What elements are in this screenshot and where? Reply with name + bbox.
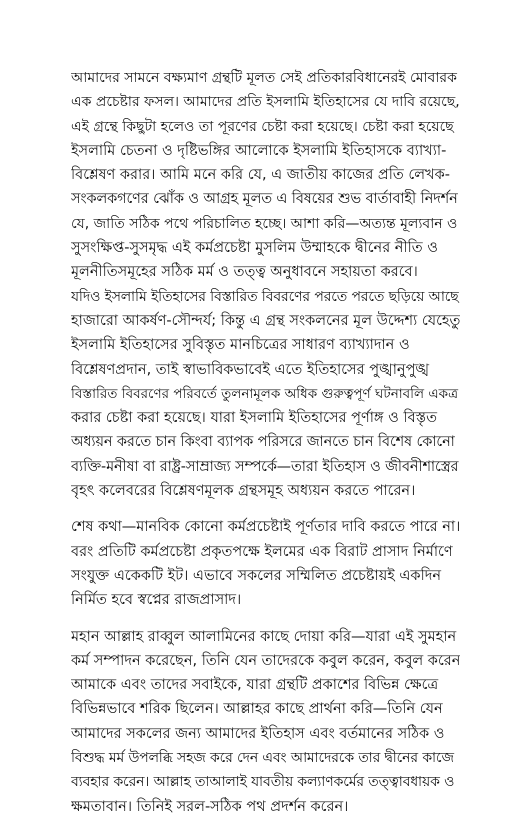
paragraph-gap (71, 503, 460, 515)
text-line: ইসলামি ইতিহাসের সুবিস্তৃত মানচিত্রের সাধারণ ব্যাখ্যাদান ও (71, 337, 410, 354)
text-line: নির্মিত হবে স্বপ্নের রাজপ্রাসাদ। (71, 592, 242, 609)
text-line: সংযুক্ত একেকটি ইট। এভাবে সকলের সম্মিলিত প্রচেষ্টায়ই একদিন (71, 567, 441, 584)
paragraph-1 (71, 66, 460, 285)
text-line: এই গ্রন্থে কিছুটা হলেও তা পূরণের চেষ্টা করা হয়েছে। চেষ্টা করা হয়েছে (71, 118, 454, 135)
text-line: বৃহৎ কলেবরের বিশ্লেষণমূলক গ্রন্থসমূহ অধ্যয়ন করতে পারেন। (71, 483, 416, 500)
paragraph-4 (71, 625, 460, 819)
paragraph-gap (71, 613, 460, 625)
text-line: ব্যক্তি-মনীষা বা রাষ্ট্র-সাম্রাজ্য সম্পর্কে—তারা ইতিহাস ও জীবনীশাস্ত্রের (71, 458, 459, 475)
text-line: সুসংক্ষিপ্ত-সুসমৃদ্ধ এই কর্মপ্রচেষ্টা মুসলিম উম্মাহকে দ্বীনের নীতি ও (71, 240, 438, 257)
text-line: ব্যবহার করেন। আল্লাহ তাআলাই যাবতীয় কল্যাণকর্মের তত্ত্বাবধায়ক ও (71, 774, 455, 791)
text-line: কর্ম সম্পাদন করেছেন, তিনি যেন তাদেরকে কবুল করেন, কবুল করেন (71, 652, 460, 669)
paragraph-2 (71, 285, 460, 504)
text-line: বিশ্লেষণপ্রদান, তাই স্বাভাবিকভাবেই এতে ইতিহাসের পুঙ্খানুপুঙ্খ (71, 361, 430, 378)
text-line: আমাকে এবং তাদের সবাইকে, যারা গ্রন্থটি প্রকাশের বিভিন্ন ক্ষেত্রে (71, 677, 439, 694)
text-line: মূলনীতিসমূহের সঠিক মর্ম ও তত্ত্ব অনুধাবনে সহায়তা করবে। (71, 264, 418, 281)
text-line: হাজারো আকর্ষণ-সৌন্দর্য; কিন্তু এ গ্রন্থ সংকলনের মূল উদ্দেশ্য যেহেতু (71, 312, 460, 329)
text-line: যে, জাতি সঠিক পথে পরিচালিত হচ্ছে। আশা করি—অত্যন্ত মূল্যবান ও (71, 215, 458, 232)
text-line: অধ্যয়ন করতে চান কিংবা ব্যাপক পরিসরে জানতে চান বিশেষ কোনো (71, 434, 455, 451)
text-line: যদিও ইসলামি ইতিহাসের বিস্তারিত বিবরণের পরতে পরতে ছড়িয়ে আছে (71, 288, 459, 305)
text-line: করার চেষ্টা করা হয়েছে। যারা ইসলামি ইতিহাসের পূর্ণাঙ্গ ও বিস্তৃত (71, 410, 437, 427)
text-line: এক প্রচেষ্টার ফসল। আমাদের প্রতি ইসলামি ইতিহাসের যে দাবি রয়েছে, (71, 94, 460, 111)
document-page (71, 66, 460, 819)
text-line: বরং প্রতিটি কর্মপ্রচেষ্টা প্রকৃতপক্ষে ইলমের এক বিরাট প্রাসাদ নির্মাণে (71, 543, 453, 560)
text-line: আমাদের সামনে বক্ষ্যমাণ গ্রন্থটি মূলত সেই প্রতিকারবিধানেরই মোবারক (71, 70, 457, 86)
text-line: বিস্তারিত বিবরণের পরিবর্তে তুলনামূলক অধিক গুরুত্বপূর্ণ ঘটনাবলি একত্র (71, 385, 459, 402)
text-line: বিভিন্নভাবে শরিক ছিলেন। আল্লাহর কাছে প্রার্থনা করি—তিনি যেন (71, 701, 443, 718)
text-line: মহান আল্লাহ রাব্বুল আলামিনের কাছে দোয়া করি—যারা এই সুমহান (71, 628, 457, 645)
text-line: বিশ্লেষণ করার। আমি মনে করি যে, এ জাতীয় কাজের প্রতি লেখক- (71, 167, 450, 184)
text-line: সংকলকগণের ঝোঁক ও আগ্রহ মূলত এ বিষয়ের শুভ বার্তাবাহী নিদর্শন (71, 191, 458, 208)
text-line: বিশুদ্ধ মর্ম উপলব্ধি সহজ করে দেন এবং আমাদেরকে তার দ্বীনের কাজে (71, 750, 454, 767)
text-line: ইসলামি চেতনা ও দৃষ্টিভঙ্গির আলোকে ইসলামি ইতিহাসকে ব্যাখ্যা- (71, 142, 447, 159)
text-line: আমাদের সকলের জন্য আমাদের ইতিহাস এবং বর্তমানের সঠিক ও (71, 725, 445, 742)
paragraph-3 (71, 515, 460, 612)
text-line: শেষ কথা—মানবিক কোনো কর্মপ্রচেষ্টাই পূর্ণতার দাবি করতে পারে না। (71, 519, 460, 536)
text-line: ক্ষমতাবান। তিনিই সরল-সঠিক পথ প্রদর্শন করেন। (71, 798, 349, 815)
